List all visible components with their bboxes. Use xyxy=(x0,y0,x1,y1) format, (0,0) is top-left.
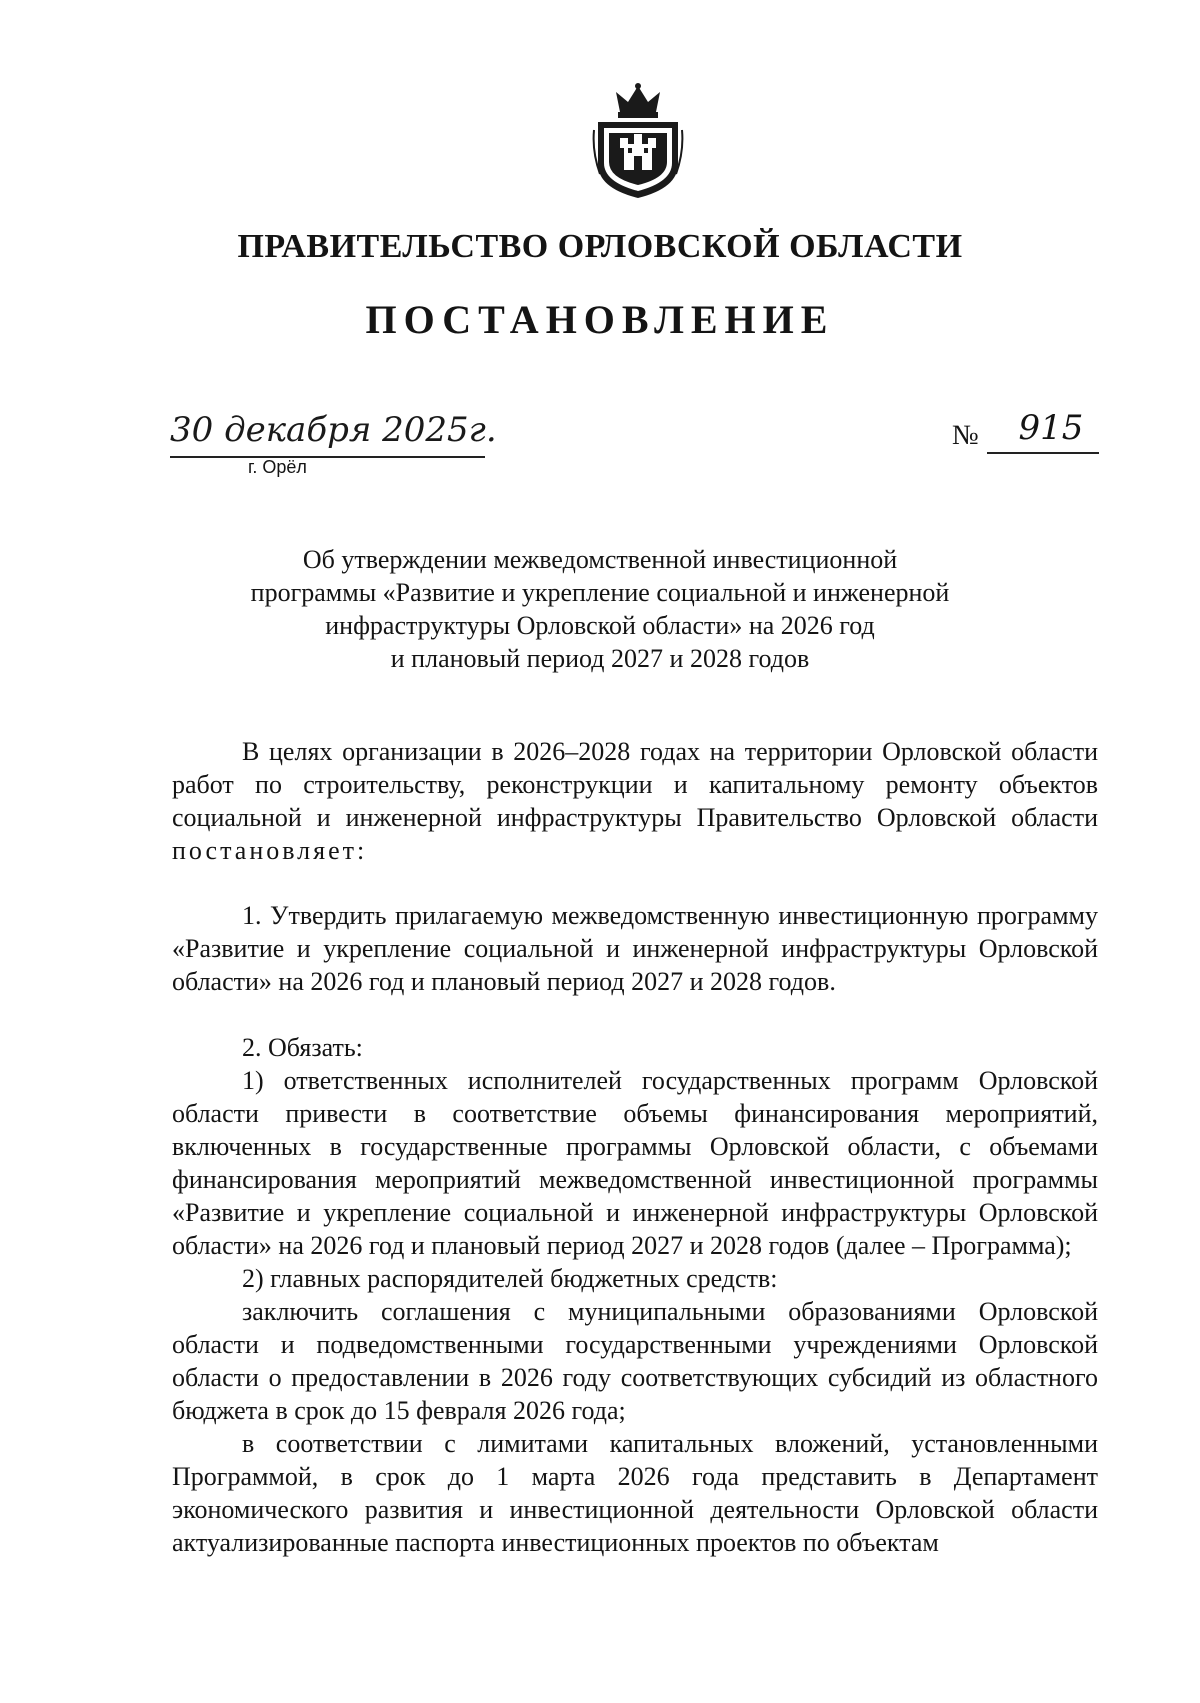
document-type-heading: ПОСТАНОВЛЕНИЕ xyxy=(365,297,835,342)
item-paragraph: 2) главных распорядителей бюджетных средств: xyxy=(242,1264,778,1293)
item-paragraph: заключить соглашения с муниципальными образованиями Орловской области и подведомственными государственными учреждениями Орловской области о предоставлении в 2026 году соответствующих субсидий из областного бюджета в срок до 15 февраля 2026 года; xyxy=(172,1297,1098,1425)
organization-name: ПРАВИТЕЛЬСТВО ОРЛОВСКОЙ ОБЛАСТИ xyxy=(237,228,963,265)
handwritten-document-number: 915 xyxy=(1018,408,1084,448)
document-title xyxy=(150,543,1050,675)
title-line: программы «Развитие и укрепление социальной и инженерной xyxy=(250,578,950,607)
item-paragraph: 1) ответственных исполнителей государственных программ Орловской области привести в соответствие объемы финансирования мероприятий, включенных в государственные программы Орловской области, с объемами финансирования мероприятий межведомственной инвестиционной программы «Развитие и укрепление социальной и инженерной инфраструктуры Орловской области» на 2026 год и плановый период 2027 и 2028 годов (далее – Программа); xyxy=(172,1066,1098,1260)
number-label: № xyxy=(952,420,979,451)
item-paragraph: в соответствии с лимитами капитальных вложений, установленными Программой, в срок до 1 марта 2026 года представить в Департамент экономического развития и инвестиционной деятельности Орловской области актуализированные паспорта инвестиционных проектов по объектам xyxy=(172,1429,1098,1557)
coat-of-arms-icon xyxy=(592,82,684,200)
item-paragraph: 1. Утвердить прилагаемую межведомственную инвестиционную программу «Развитие и укрепление социальной и инженерной инфраструктуры Орловской области» на 2026 год и плановый период 2027 и 2028 годов. xyxy=(172,901,1098,996)
handwritten-date: 30 декабря 2025г. xyxy=(170,410,497,450)
title-line: инфраструктуры Орловской области» на 2026 год xyxy=(325,611,875,640)
item-paragraph: 2. Обязать: xyxy=(242,1033,363,1062)
title-line: и плановый период 2027 и 2028 годов xyxy=(390,644,810,673)
preamble-paragraph xyxy=(172,735,1098,867)
place-of-issue: г. Орёл xyxy=(248,457,307,477)
date-underline xyxy=(170,456,485,458)
number-underline xyxy=(987,452,1099,454)
resolves-word: постановляет: xyxy=(172,836,368,865)
preamble-text: В целях организации в 2026–2028 годах на территории Орловской области работ по строительству, реконструкции и капитальному ремонту объектов социальной и инженерной инфраструктуры Правительство Орловской области xyxy=(172,737,1098,832)
title-line: Об утверждении межведомственной инвестиционной xyxy=(302,545,898,574)
